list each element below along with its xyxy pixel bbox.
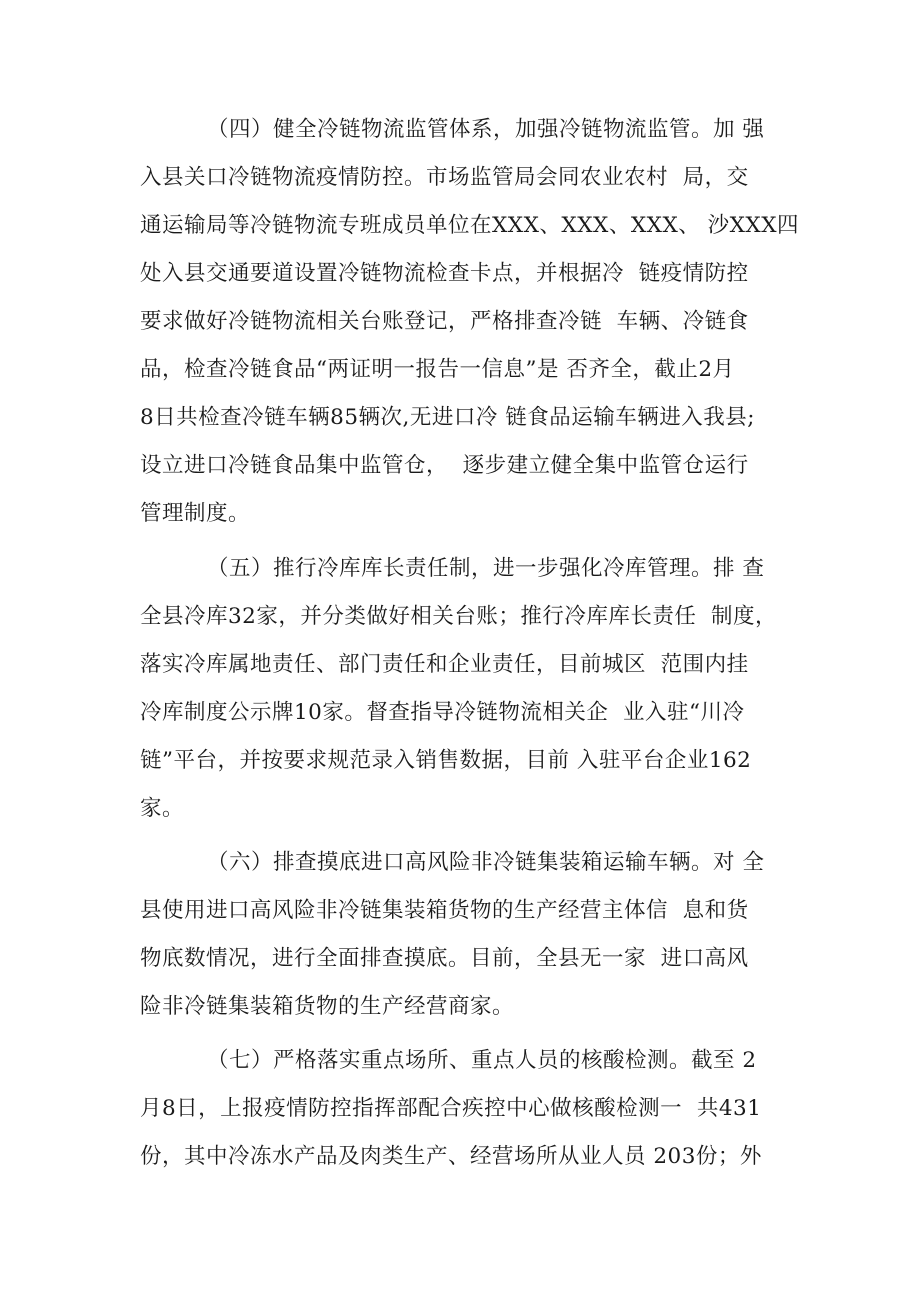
text-line: 处入县交通要道设置冷链物流检查卡点，并根据冷 链疫情防控 [140, 261, 749, 286]
text-line: 落实冷库属地责任、部门责任和企业责任，目前城区 范围内挂 [140, 652, 749, 677]
text-line: （六）排查摸底进口高风险非冷链集装箱运输车辆。对 全 [207, 850, 765, 875]
text-line: 入县关口冷链物流疫情防控。市场监管局会同农业农村 局，交 [140, 165, 749, 190]
text-line: 物底数情况，进行全面排查摸底。目前，全县无一家 进口高风 [140, 946, 749, 971]
text-line: 链”平台，并按要求规范录入销售数据，目前 入驻平台企业162 [140, 748, 752, 773]
text-line: 县使用进口高风险非冷链集装箱货物的生产经营主体信 息和货 [140, 898, 749, 923]
text-line: 要求做好冷链物流相关台账登记，严格排查冷链 车辆、冷链食 [140, 309, 749, 334]
text-line: （七）严格落实重点场所、重点人员的核酸检测。截至 2 [207, 1048, 757, 1073]
text-line: （四）健全冷链物流监管体系，加强冷链物流监管。加 强 [207, 117, 765, 142]
text-line: 险非冷链集装箱货物的生产经营商家。 [140, 994, 515, 1019]
text-line: 冷库制度公示牌10家。督查指导冷链物流相关企 业入驻“川冷 [140, 700, 745, 725]
text-line: 品，检查冷链食品“两证明一报告一信息”是 否齐全，截止2月 [140, 357, 735, 382]
text-line: 8日共检查冷链车辆85辆次,无进口冷 链食品运输车辆进入我县; [140, 405, 755, 430]
text-line: 全县冷库32家，并分类做好相关台账；推行冷库库长责任 制度， [140, 604, 778, 629]
text-line: 设立进口冷链食品集中监管仓， 逐步建立健全集中监管仓运行 [140, 453, 749, 478]
text-line: 月8日，上报疫情防控指挥部配合疾控中心做核酸检测一 共431 [140, 1096, 762, 1121]
text-line: 管理制度。 [140, 501, 251, 526]
text-line: 通运输局等冷链物流专班成员单位在XXX、XXX、XXX、 沙XXX四 [140, 213, 800, 238]
text-line: 家。 [140, 796, 185, 821]
text-line: 份，其中冷冻水产品及肉类生产、经营场所从业人员 203份；外 [140, 1144, 762, 1169]
text-line: （五）推行冷库库长责任制，进一步强化冷库管理。排 查 [207, 556, 765, 581]
